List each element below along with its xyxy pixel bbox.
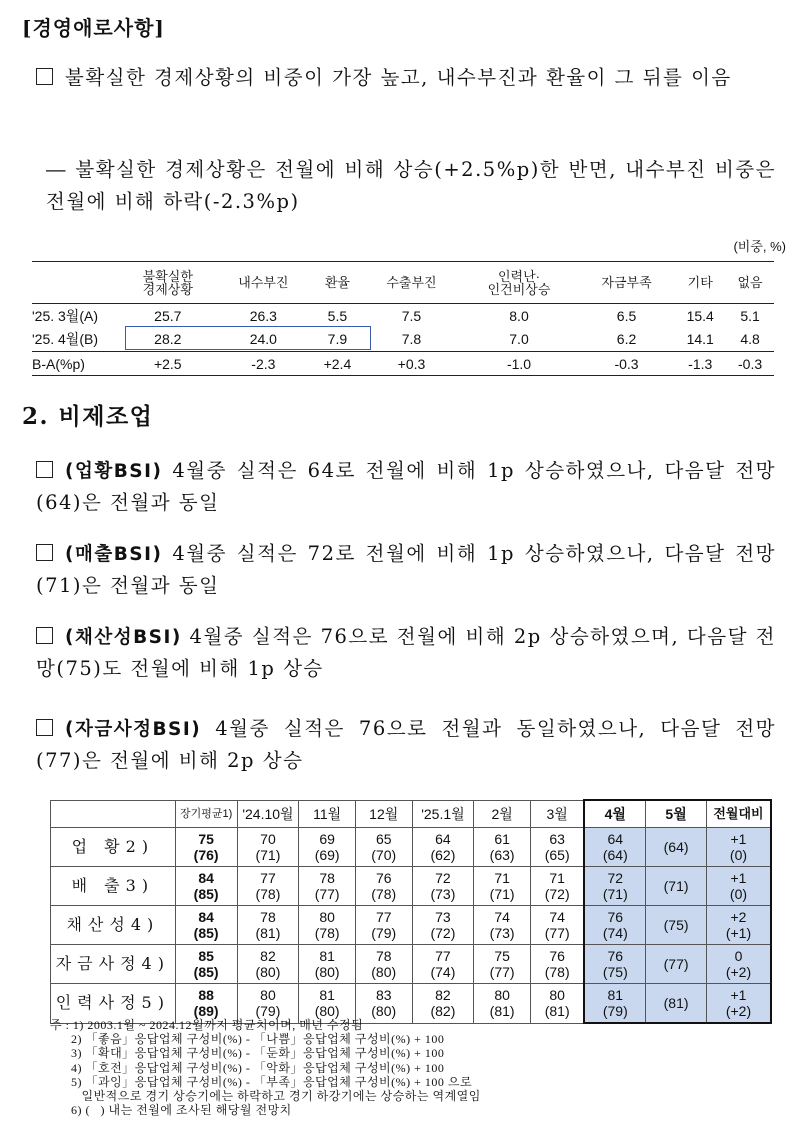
long-term-average-forecast: (85) (193, 886, 219, 902)
bsi-cell (355, 828, 412, 867)
corner-cell (51, 800, 176, 828)
bsi-cell (474, 945, 531, 984)
diff-cell (706, 906, 771, 945)
checkbox-icon (36, 544, 53, 561)
header-line: 인건비상승 (487, 281, 551, 297)
footnote-line: 3) 「확대」응답업체 구성비(%) - 「둔화」응답업체 구성비(%) + 100 (50, 1046, 445, 1061)
bsi-cell-value: 80 (549, 987, 565, 1004)
bsi-row (51, 945, 772, 984)
bsi-cell-forecast: (74) (430, 964, 456, 980)
header-line: 없음 (737, 275, 763, 290)
bsi-cell-forecast: (71) (489, 886, 515, 902)
table-cell: +0.3 (397, 355, 426, 372)
table-cell: +2.4 (323, 355, 352, 372)
long-term-average-forecast: (85) (193, 964, 219, 980)
row-label: '25. 4월(B) (32, 331, 98, 348)
bullet-paragraph (36, 538, 776, 602)
bsi-header-row (51, 800, 772, 828)
header-line: 내수부진 (238, 275, 289, 290)
bsi-cell-forecast: (81) (255, 925, 281, 941)
may-cell (646, 945, 707, 984)
bullet-text: 4월중 실적은 76으로 전월에 비해 2p 상승하였으며, 다음달 전망(75)도 전월에 비해 1p 상승 (36, 625, 776, 680)
bsi-cell-value: 64 (435, 831, 451, 847)
table-cell: 6.5 (616, 307, 637, 324)
april-cell-value: 76 (607, 909, 624, 925)
long-term-average-forecast: (76) (193, 847, 219, 863)
may-cell-forecast: (81) (663, 995, 689, 1011)
table-cell: 7.9 (327, 331, 348, 348)
bsi-cell-forecast: (80) (255, 964, 281, 980)
bsi-cell (412, 867, 474, 906)
bsi-cell-forecast: (78) (255, 886, 281, 902)
bsi-cell-value: 74 (549, 909, 565, 925)
bullet-text: 4월중 실적은 76으로 전월과 동일하였으나, 다음달 전망(77)은 전월에 비해 2p 상승 (36, 717, 776, 772)
bsi-row-label: 배 출3) (51, 867, 176, 906)
bsi-cell (355, 945, 412, 984)
bsi-cell (237, 828, 299, 867)
bsi-cell-value: 73 (435, 909, 451, 925)
header-line: 불확실한 (142, 268, 193, 284)
bsi-cell (299, 867, 356, 906)
long-term-average-value: 88 (198, 987, 214, 1004)
may-cell-forecast: (71) (663, 878, 689, 894)
item1-sub-paragraph: ― 불확실한 경제상황은 전월에 비해 상승(+2.5%p)한 반면, 내수부진 비중은 전월에 비해 하락(-2.3%p) (46, 158, 776, 213)
april-cell (584, 906, 645, 945)
bsi-cell-value: 74 (494, 909, 510, 925)
bullet-text: 4월중 실적은 64로 전월에 비해 1p 상승하였으나, 다음달 전망(64)은 전월과 동일 (36, 459, 776, 514)
bsi-cell-forecast: (63) (489, 847, 515, 863)
bsi-col-header: 4월 (584, 800, 645, 828)
table-cell: 14.1 (686, 331, 714, 348)
diff-cell-value: +1 (730, 987, 747, 1003)
bsi-cell-value: 83 (375, 987, 392, 1004)
bsi-row-label: 자금사정4) (51, 945, 176, 984)
bsi-cell (412, 828, 474, 867)
row-label: B-A(%p) (32, 355, 85, 372)
long-term-average-value: 75 (198, 831, 214, 847)
table-row (32, 304, 774, 328)
bsi-cell (299, 828, 356, 867)
may-cell (646, 984, 707, 1024)
table-cell: 8.0 (509, 307, 529, 324)
bsi-cell-value: 82 (435, 987, 451, 1004)
bullet-bold: (매출BSI) (65, 544, 163, 565)
table-cell: 5.5 (327, 307, 348, 324)
footnote-line: 4) 「호전」응답업체 구성비(%) - 「악화」응답업체 구성비(%) + 100 (50, 1060, 445, 1075)
bsi-cell (355, 867, 412, 906)
table-cell: -1.3 (688, 355, 713, 372)
bsi-col-header: 11월 (299, 800, 356, 828)
checkbox-icon (36, 68, 53, 85)
april-cell-forecast: (74) (602, 925, 628, 941)
bsi-cell-forecast: (73) (430, 886, 456, 902)
bsi-cell-value: 80 (494, 987, 510, 1004)
table-cell: 26.3 (249, 307, 277, 324)
bsi-row-label: 채산성4) (51, 906, 176, 945)
bullet-paragraph (36, 713, 776, 777)
table-cell: 5.1 (740, 307, 760, 324)
april-cell-forecast: (79) (602, 1003, 628, 1019)
bsi-row (51, 867, 772, 906)
bsi-cell-forecast: (81) (544, 1003, 570, 1020)
table-cell: 7.0 (509, 331, 529, 348)
footnote-line: 2) 「좋음」응답업체 구성비(%) - 「나쁨」응답업체 구성비(%) + 100 (50, 1032, 445, 1047)
april-cell-value: 76 (607, 948, 624, 964)
concerns-col-header (674, 262, 726, 304)
bsi-cell-forecast: (81) (489, 1003, 515, 1020)
table-cell: -0.3 (738, 355, 763, 372)
bullet-text: 4월중 실적은 72로 전월에 비해 1p 상승하였으나, 다음달 전망(71)은 전월과 동일 (36, 542, 776, 597)
long-term-average (175, 906, 237, 945)
table-cell: 28.2 (154, 331, 182, 348)
bsi-cell-value: 76 (549, 948, 565, 964)
bsi-col-header: 2월 (474, 800, 531, 828)
bullet-bold: (채산성BSI) (65, 627, 182, 648)
bsi-cell-value: 75 (494, 948, 510, 964)
bsi-cell (237, 906, 299, 945)
may-cell-forecast: (75) (663, 917, 689, 933)
diff-cell-forecast: (+2) (725, 964, 752, 980)
bsi-row (51, 828, 772, 867)
bsi-col-header: 장기평균1) (175, 800, 237, 828)
bsi-cell (530, 984, 584, 1024)
long-term-average-forecast: (89) (193, 1003, 219, 1020)
bsi-cell (530, 867, 584, 906)
bsi-cell (299, 945, 356, 984)
item1-text: 불확실한 경제상황의 비중이 가장 높고, 내수부진과 환율이 그 뒤를 이음 (65, 66, 732, 89)
diff-cell-value: 0 (734, 948, 743, 964)
april-cell (584, 828, 645, 867)
april-cell (584, 945, 645, 984)
april-cell-forecast: (71) (602, 886, 628, 902)
diff-cell-value: +1 (730, 870, 747, 886)
bsi-cell-value: 78 (375, 948, 392, 964)
checkbox-icon (36, 627, 53, 644)
concerns-table (32, 261, 774, 376)
concerns-col-header (459, 262, 578, 304)
bsi-col-header: 12월 (355, 800, 412, 828)
table-cell: 15.4 (686, 307, 714, 324)
bsi-col-header: '24.10월 (237, 800, 299, 828)
bsi-cell-value: 78 (260, 909, 276, 925)
long-term-average-value: 84 (198, 870, 214, 886)
unit-label: (비중, %) (733, 239, 786, 254)
bsi-cell-value: 69 (319, 831, 335, 847)
bsi-cell-value: 77 (260, 870, 276, 886)
may-cell-forecast: (64) (663, 839, 689, 855)
diff-cell-value: +1 (730, 831, 747, 847)
long-term-average-value: 85 (198, 948, 214, 964)
concerns-col-header (120, 262, 216, 304)
concerns-col-header (364, 262, 460, 304)
footnotes (50, 1018, 481, 1117)
table-cell: 24.0 (249, 331, 277, 348)
april-cell (584, 867, 645, 906)
bsi-cell-forecast: (69) (314, 847, 340, 863)
may-cell (646, 867, 707, 906)
bsi-cell (530, 945, 584, 984)
long-term-average (175, 867, 237, 906)
bsi-cell-value: 80 (260, 987, 276, 1004)
long-term-average (175, 945, 237, 984)
bsi-cell (530, 906, 584, 945)
table-cell: 4.8 (740, 331, 760, 348)
bsi-cell (355, 906, 412, 945)
concerns-table-header (32, 262, 774, 304)
concerns-col-header (216, 262, 312, 304)
section-title: [경영애로사항] (22, 16, 165, 40)
diff-cell (706, 828, 771, 867)
bsi-cell-forecast: (72) (430, 925, 456, 941)
bsi-cell (412, 945, 474, 984)
bsi-cell-forecast: (80) (371, 964, 397, 980)
table-cell: +2.5 (153, 355, 182, 372)
bsi-cell (412, 906, 474, 945)
bsi-cell-forecast: (73) (489, 925, 515, 941)
long-term-average-forecast: (85) (193, 925, 219, 941)
long-term-average (175, 828, 237, 867)
bsi-cell-value: 77 (435, 948, 451, 964)
bsi-cell-forecast: (78) (544, 964, 570, 980)
header-line: 환율 (324, 275, 350, 290)
bsi-cell (299, 906, 356, 945)
bsi-cell-forecast: (79) (255, 1003, 281, 1020)
bullet-bold: (자금사정BSI) (65, 719, 202, 740)
bsi-cell-value: 81 (319, 987, 335, 1004)
table-row (32, 352, 774, 376)
bsi-cell-value: 70 (260, 831, 276, 847)
header-line: 기타 (687, 275, 713, 290)
bullet-paragraph (36, 455, 776, 519)
bullet-bold: (업황BSI) (65, 461, 163, 482)
table-cell: 7.8 (401, 331, 422, 348)
item1-paragraph (36, 62, 776, 94)
bsi-cell (530, 828, 584, 867)
bsi-cell-forecast: (79) (371, 925, 397, 941)
may-cell (646, 906, 707, 945)
header-line: 수출부진 (386, 275, 437, 290)
section2-title: 2. 비제조업 (22, 403, 154, 430)
bullet-paragraph (36, 621, 776, 685)
bsi-row-label: 업 황2) (51, 828, 176, 867)
bsi-cell-forecast: (77) (489, 964, 515, 980)
april-cell-value: 72 (607, 870, 624, 886)
bsi-cell-value: 78 (319, 870, 335, 886)
concerns-col-header (579, 262, 675, 304)
bsi-cell-forecast: (65) (544, 847, 570, 863)
bsi-cell (237, 945, 299, 984)
concerns-col-header (311, 262, 364, 304)
april-cell (584, 984, 645, 1024)
bsi-cell-forecast: (78) (314, 925, 340, 941)
header-line: 경제상황 (142, 281, 193, 297)
bsi-cell-value: 77 (375, 909, 392, 925)
bsi-cell (474, 984, 531, 1024)
bsi-cell-forecast: (72) (544, 886, 570, 902)
bsi-col-header: '25.1월 (412, 800, 474, 828)
header-line: 자금부족 (601, 275, 652, 290)
bsi-cell-value: 63 (549, 831, 565, 847)
april-cell-value: 64 (607, 831, 624, 847)
bsi-cell (474, 867, 531, 906)
diff-cell-forecast: (+2) (725, 1003, 752, 1019)
table-cell: 7.5 (401, 307, 422, 324)
table-cell: -2.3 (251, 355, 276, 372)
april-cell-forecast: (75) (602, 964, 628, 980)
table-cell: 6.2 (616, 331, 637, 348)
april-cell-forecast: (64) (602, 847, 628, 863)
bsi-cell-forecast: (70) (371, 847, 397, 863)
footnote-line: 주 : 1) 2003.1월 ~ 2024.12월까지 평균치이며, 매년 수정됨 (50, 1018, 364, 1032)
bsi-cell-value: 61 (494, 831, 510, 847)
bsi-cell (474, 906, 531, 945)
bsi-cell-forecast: (77) (314, 886, 340, 902)
diff-cell (706, 984, 771, 1024)
bsi-cell (474, 828, 531, 867)
april-cell-value: 81 (607, 987, 624, 1003)
concerns-col-header (726, 262, 774, 304)
table-cell: -1.0 (506, 355, 532, 372)
bsi-cell-value: 81 (319, 948, 335, 964)
diff-cell-forecast: (0) (729, 847, 748, 863)
table-cell: 25.7 (154, 307, 182, 324)
may-cell (646, 828, 707, 867)
row-label: '25. 3월(A) (32, 307, 98, 324)
bsi-cell-value: 71 (494, 870, 510, 886)
bsi-row (51, 906, 772, 945)
bsi-cell-forecast: (62) (430, 847, 456, 863)
bsi-cell-forecast: (82) (430, 1003, 456, 1020)
bsi-cell-value: 80 (319, 909, 335, 925)
diff-cell (706, 867, 771, 906)
diff-cell-value: +2 (730, 909, 747, 925)
bsi-cell (237, 867, 299, 906)
bsi-cell-forecast: (80) (314, 1003, 340, 1020)
diff-cell-forecast: (+1) (725, 925, 752, 941)
bsi-col-header: 5월 (646, 800, 707, 828)
diff-cell-forecast: (0) (729, 886, 748, 902)
bsi-table (50, 799, 772, 1024)
bsi-cell-forecast: (80) (371, 1003, 397, 1020)
checkbox-icon (36, 461, 53, 478)
table-cell: -0.3 (614, 355, 639, 372)
footnote-line: 일반적으로 경기 상승기에는 하락하고 경기 하강기에는 상승하는 역계열임 (50, 1089, 481, 1104)
bsi-col-header: 전월대비 (706, 800, 771, 828)
bsi-cell-forecast: (80) (314, 964, 340, 980)
bsi-cell-value: 65 (375, 831, 392, 847)
highlight-box (125, 326, 371, 350)
footnote-line: 6) ( ) 내는 전월에 조사된 해당월 전망치 (50, 1103, 292, 1118)
bsi-row-label: 인력사정5) (51, 984, 176, 1024)
footnote-line: 5) 「과잉」응답업체 구성비(%) - 「부족」응답업체 구성비(%) + 100 으로 (50, 1074, 473, 1089)
bsi-cell-forecast: (77) (544, 925, 570, 941)
bsi-cell-value: 82 (260, 948, 276, 964)
may-cell-forecast: (77) (663, 956, 689, 972)
bsi-cell-value: 71 (549, 870, 565, 886)
bsi-cell-value: 72 (435, 870, 451, 886)
bsi-cell-forecast: (71) (255, 847, 281, 863)
bsi-cell-forecast: (78) (371, 886, 397, 902)
long-term-average-value: 84 (198, 909, 214, 925)
header-line: 인력난· (497, 268, 540, 284)
bsi-cell-value: 76 (375, 870, 392, 886)
diff-cell (706, 945, 771, 984)
bsi-col-header: 3월 (530, 800, 584, 828)
checkbox-icon (36, 719, 53, 736)
